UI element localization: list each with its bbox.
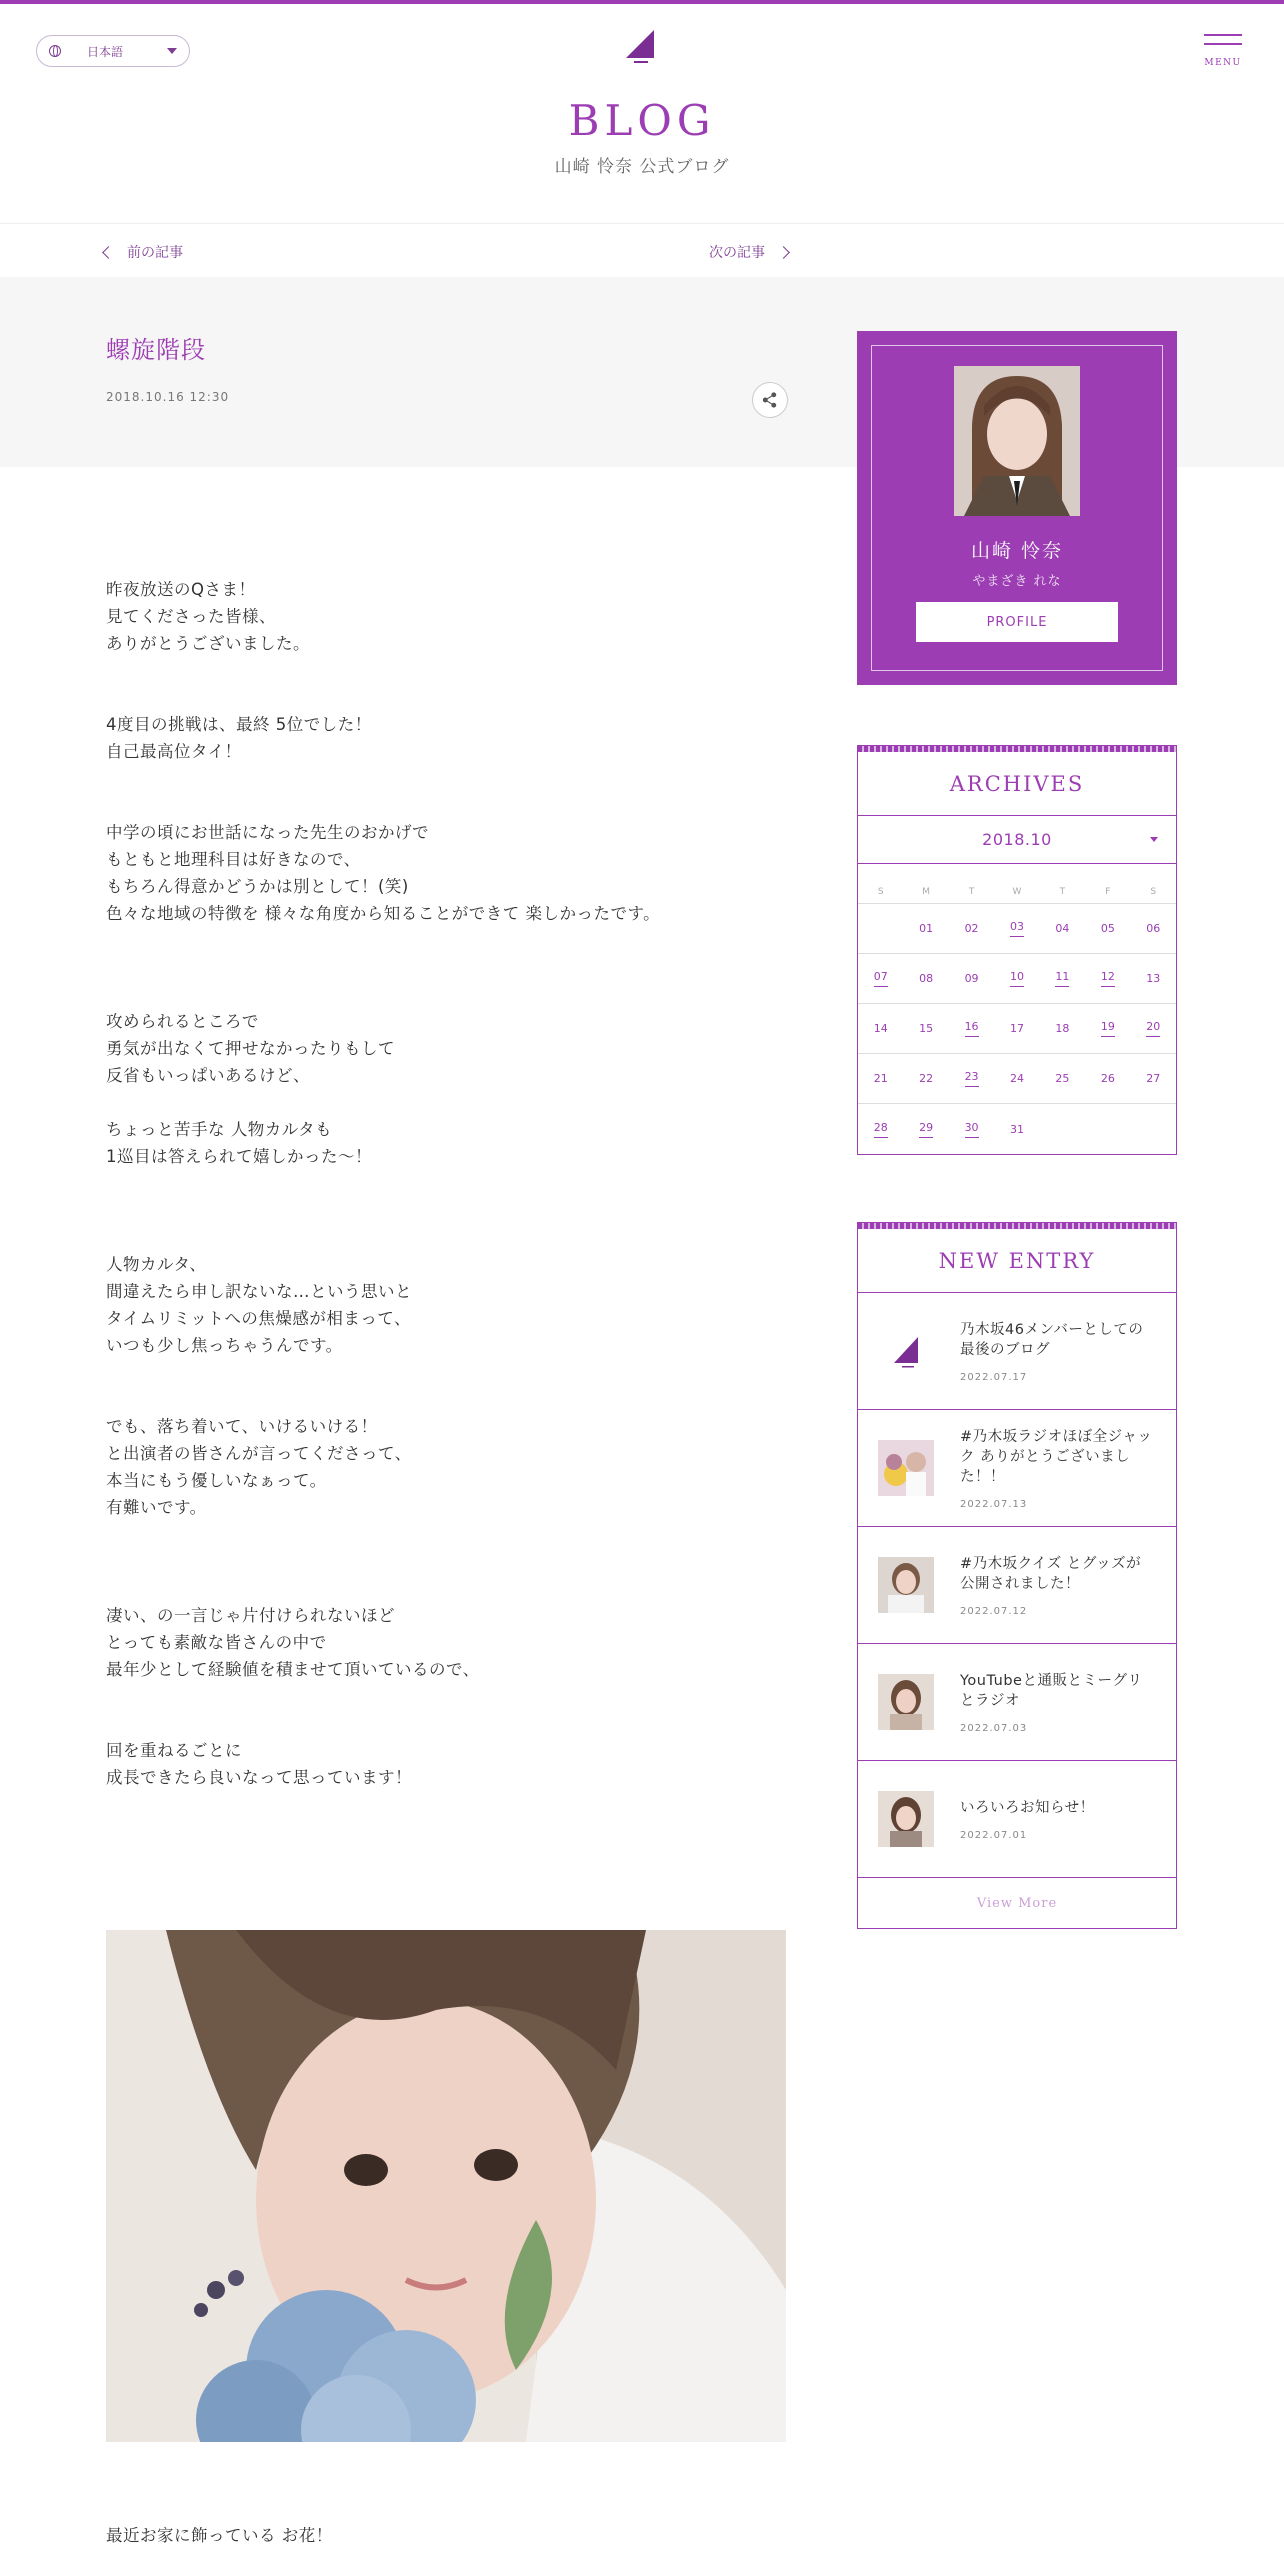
entry-item[interactable] [858, 1410, 1176, 1527]
entry-item[interactable] [858, 1761, 1176, 1878]
entry-item[interactable] [858, 1644, 1176, 1761]
caret-down-icon [167, 48, 177, 54]
entry-title: #乃木坂ラジオほぼ全ジャック ありがとうございました！！ [960, 1428, 1153, 1485]
menu-label: MENU [1204, 58, 1242, 68]
post-paragraph: 凄い、の一言じゃ片付けられないほど とっても素敵な皆さんの中で 最年少として経験値を積ませて頂いているので、 [106, 1606, 480, 1679]
top-accent-bar [0, 0, 1284, 4]
post-paragraph: ちょっと苦手な 人物カルタも 1巡目は答えられて嬉しかった〜！ [106, 1120, 372, 1166]
entry-title: 乃木坂46メンバーとしての最後のブログ [960, 1321, 1144, 1358]
prev-article-label: 前の記事 [127, 245, 183, 261]
weekday-label: W [1012, 887, 1022, 897]
entry-list [858, 1293, 1176, 1878]
page-subtitle: 山崎 怜奈 公式ブログ [554, 157, 730, 177]
view-more-link[interactable]: View More [976, 1895, 1058, 1911]
profile-card [857, 331, 1177, 685]
language-select[interactable] [36, 35, 190, 67]
entry-date: 2022.07.17 [960, 1371, 1028, 1383]
calendar-day[interactable]: 16 [949, 1004, 994, 1053]
share-button[interactable] [752, 382, 788, 418]
calendar-day: 02 [964, 922, 979, 935]
logo-icon[interactable] [624, 28, 656, 68]
post-paragraph: でも、落ち着いて、いけるいける！ と出演者の皆さんが言ってくださって、 本当にもう優しいなぁって。 有難いです。 [106, 1417, 412, 1517]
calendar-empty [858, 904, 903, 953]
calendar-day[interactable]: 20 [1131, 1004, 1176, 1053]
calendar-day: 04 [1055, 922, 1070, 935]
entry-item[interactable] [858, 1293, 1176, 1410]
entry-title: YouTubeと通販とミーグリとラジオ [960, 1672, 1143, 1709]
month-select[interactable] [858, 816, 1176, 864]
entry-date: 2022.07.12 [960, 1605, 1028, 1617]
calendar-empty [1040, 1104, 1085, 1154]
calendar-day: 21 [873, 1072, 888, 1085]
calendar-day[interactable]: 23 [949, 1054, 994, 1103]
calendar-day: 24 [1009, 1072, 1024, 1085]
logo-icon [878, 1323, 934, 1379]
calendar-day: 05 [1100, 922, 1115, 935]
calendar-week [858, 1104, 1176, 1154]
entry-thumbnail [878, 1791, 934, 1847]
calendar-day: 06 [1146, 922, 1161, 935]
post-photo [106, 1930, 786, 2442]
new-entry-title: NEW ENTRY [858, 1229, 1176, 1293]
archives-title: ARCHIVES [858, 752, 1176, 816]
calendar-day[interactable]: 10 [994, 954, 1039, 1003]
post-title: 螺旋階段 [106, 336, 206, 364]
calendar-day: 01 [919, 922, 934, 935]
calendar-day: 22 [919, 1072, 934, 1085]
calendar-day: 15 [919, 1022, 934, 1035]
post-body [106, 576, 796, 1791]
calendar-week [858, 954, 1176, 1004]
post-paragraph: 人物カルタ、 間違えたら申し訳ないな…という思いと タイムリミットへの焦燥感が相まって、 いつも少し焦っちゃうんです。 [106, 1255, 412, 1355]
entry-title: いろいろお知らせ！ [960, 1799, 1095, 1816]
entry-date: 2022.07.13 [960, 1498, 1028, 1510]
calendar-day[interactable]: 11 [1040, 954, 1085, 1003]
calendar-day: 17 [1009, 1022, 1024, 1035]
entry-thumbnail [878, 1440, 934, 1496]
article-nav [0, 223, 1284, 277]
share-icon [763, 393, 775, 407]
calendar-day: 09 [964, 972, 979, 985]
entry-thumbnail [878, 1557, 934, 1613]
profile-button[interactable]: PROFILE [916, 602, 1118, 642]
calendar-week [858, 1004, 1176, 1054]
post-caption: 最近お家に飾っている お花！ [106, 2526, 333, 2545]
entry-title: #乃木坂クイズ とグッズが公開されました！ [960, 1555, 1142, 1592]
weekday-label: T [1059, 887, 1066, 897]
calendar-day[interactable]: 28 [858, 1104, 903, 1154]
entry-date: 2022.07.03 [960, 1722, 1028, 1734]
chevron-left-icon [102, 246, 115, 259]
next-article-link[interactable] [709, 242, 788, 262]
prev-article-link[interactable] [104, 242, 183, 262]
weekday-label: S [1150, 887, 1157, 897]
page-title: BLOG [568, 96, 716, 145]
calendar-day: 14 [873, 1022, 888, 1035]
calendar-day: 31 [1009, 1122, 1024, 1136]
profile-name: 山崎 怜奈 [970, 540, 1064, 562]
avatar [954, 366, 1080, 516]
next-article-label: 次の記事 [709, 245, 765, 261]
post-paragraph: 4度目の挑戦は、最終 5位でした！ 自己最高位タイ！ [106, 715, 372, 761]
new-entry-box [857, 1222, 1177, 1929]
entry-item[interactable] [858, 1527, 1176, 1644]
weekday-label: M [922, 887, 931, 897]
calendar-day: 13 [1146, 972, 1161, 985]
language-label: 日本語 [87, 44, 124, 59]
profile-kana: やまざき れな [972, 574, 1062, 589]
post-date: 2018.10.16 12:30 [106, 390, 230, 404]
calendar [858, 864, 1176, 1154]
calendar-weekdays [858, 864, 1176, 904]
calendar-day: 26 [1100, 1072, 1115, 1085]
caret-down-icon [1150, 837, 1158, 842]
calendar-empty [1085, 1104, 1130, 1154]
calendar-week [858, 904, 1176, 954]
menu-bar-icon [1204, 43, 1242, 45]
calendar-empty [1131, 1104, 1176, 1154]
weekday-label: F [1105, 887, 1111, 897]
calendar-day[interactable]: 07 [858, 954, 903, 1003]
post-paragraph: 回を重ねるごとに 成長できたら良いなって思っています！ [106, 1741, 412, 1787]
calendar-day: 08 [919, 972, 934, 985]
calendar-day[interactable]: 12 [1085, 954, 1130, 1003]
calendar-day[interactable]: 29 [903, 1104, 948, 1154]
month-label: 2018.10 [982, 830, 1052, 849]
entry-thumbnail [878, 1674, 934, 1730]
entry-date: 2022.07.01 [960, 1829, 1028, 1841]
calendar-week [858, 1054, 1176, 1104]
calendar-day[interactable]: 30 [949, 1104, 994, 1154]
weekday-label: T [968, 887, 975, 897]
calendar-day: 27 [1146, 1072, 1161, 1085]
calendar-day: 18 [1055, 1022, 1070, 1035]
post-paragraph: 攻められるところで 勇気が出なくて押せなかったりもして 反省もいっぱいあるけど、 [106, 1012, 395, 1085]
calendar-day: 25 [1055, 1072, 1070, 1085]
menu-bar-icon [1204, 34, 1242, 36]
archives-box [857, 745, 1177, 1155]
post-paragraph: 中学の頃にお世話になった先生のおかげで もともと地理科目は好きなので、 もちろん得意かどうかは別として！(笑) 色々な地域の特徴を 様々な角度から知ることができて 楽しかったです。 [106, 823, 661, 923]
weekday-label: S [877, 887, 884, 897]
calendar-day[interactable]: 03 [994, 904, 1039, 953]
post-paragraph: 昨夜放送のQさま！ 見てくださった皆様、 ありがとうございました。 [106, 580, 310, 653]
calendar-day[interactable]: 19 [1085, 1004, 1130, 1053]
globe-icon [49, 45, 61, 57]
menu-button[interactable] [1204, 34, 1242, 70]
chevron-right-icon [777, 246, 790, 259]
